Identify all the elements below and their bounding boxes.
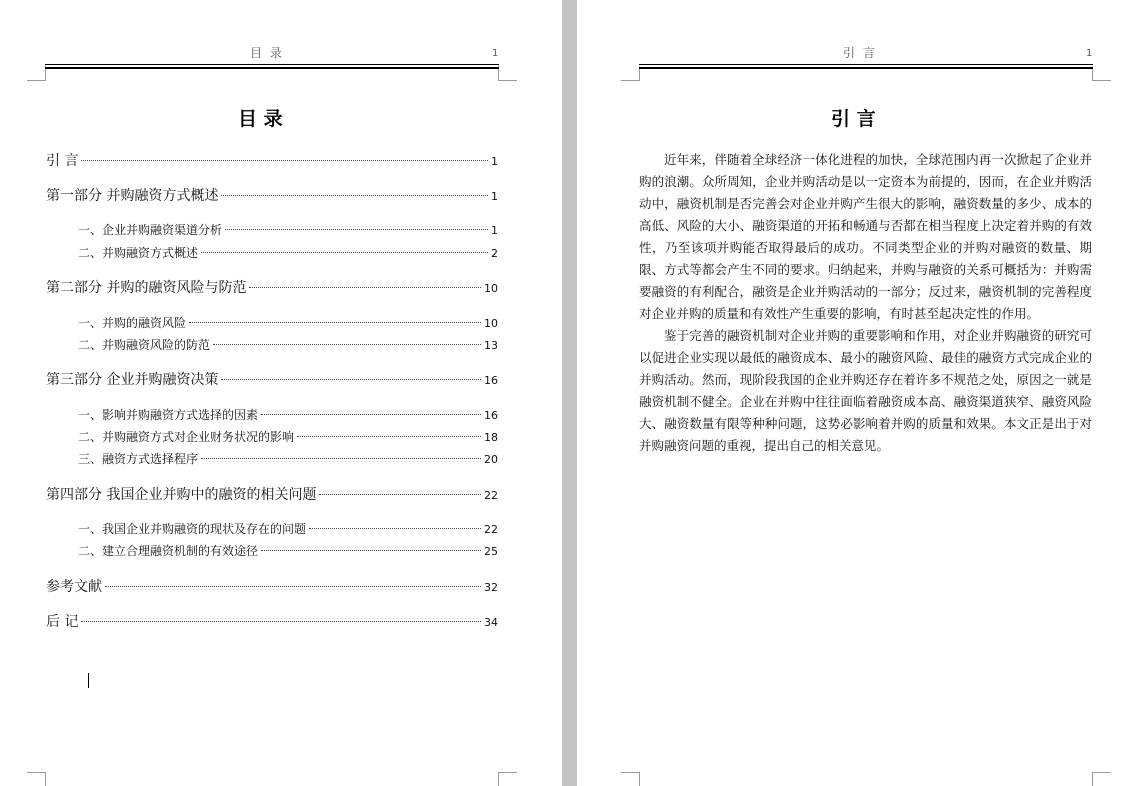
page-gap [562,0,577,786]
body-paragraph: 近年来，伴随着全球经济一体化进程的加快，全球范围内再一次掀起了企业并购的浪潮。众所周知，企业并购活动是以一定资本为前提的，因而，在企业并购活动中，融资机制是否完善会对企业并购产生很大的影响，融资数量的多少、成本的高低、风险的大小、融资渠道的开拓和畅通与否都在相当程度上决定着并购的有效性，乃至该项并购能否取得最后的成功。不同类型企业的并购对融资的数量、期限、方式等都会产生不同的要求。归纳起来，并购与融资的关系可概括为：并购需要融资的有利配合，融资是企业并购活动的一部分；反过来，融资机制的完善程度对企业并购的质量和有效性产生重要的影响，有时甚至起决定性的作用。 [639,152,1092,321]
toc-entry[interactable] [46,613,498,632]
header-page-number: 1 [1086,48,1093,59]
toc-dot-leader [201,458,481,459]
toc-entry[interactable] [46,578,498,597]
header-label: 引 言 [843,46,877,60]
text-cursor [88,673,89,688]
toc-page-number: 22 [484,523,498,536]
toc-entry-label: 第四部分 我国企业并购中的融资的相关问题 [46,487,317,503]
page-title: 目 录 [238,108,283,130]
toc-page-number: 10 [484,317,498,330]
header-rule-thick [639,67,1093,69]
toc-entry[interactable] [78,521,498,538]
toc-page-number: 13 [484,339,498,352]
toc-entry-label: 第二部分 并购的融资风险与防范 [46,280,247,296]
toc-page-number: 1 [491,190,498,203]
toc-page-number: 16 [484,409,498,422]
toc-entry-label: 二、并购融资方式对企业财务状况的影响 [78,430,295,444]
toc-page-number: 10 [484,282,498,295]
introduction-body [639,149,1092,457]
toc-dot-leader [225,229,488,230]
body-paragraph: 鉴于完善的融资机制对企业并购的重要影响和作用，对企业并购融资的研究可以促进企业实现以最低的融资成本、最小的融资风险、最佳的融资方式完成企业的并购活动。然而，现阶段我国的企业并购还存在着许多不规范之处，原因之一就是融资机制不健全。企业在并购中往往面临着融资成本高、融资渠道狭窄、融资风险大、融资数量有限等种种问题，这势必影响着并购的质量和效果。本文正是出于对并购融资问题的重视，提出自己的相关意见。 [639,328,1092,453]
toc-dot-leader [319,494,481,495]
toc-entry[interactable] [46,371,498,390]
toc-dot-leader [201,252,488,253]
toc-entry[interactable] [78,245,498,262]
toc-entry-label: 二、并购融资风险的防范 [78,338,211,352]
toc-entry[interactable] [46,152,498,171]
margin-corner-mark [1092,66,1111,81]
toc-entry-label: 一、影响并购融资方式选择的因素 [78,408,259,422]
toc-entry-label: 第三部分 企业并购融资决策 [46,372,219,388]
margin-corner-mark [498,66,517,81]
toc-dot-leader [309,528,481,529]
header-page-number: 1 [492,48,499,59]
toc-page-number: 32 [484,581,498,594]
toc-dot-leader [261,550,481,551]
toc-dot-leader [189,322,481,323]
toc-entry-label: 第一部分 并购融资方式概述 [46,188,219,204]
margin-corner-mark [1092,772,1111,786]
toc-entry-label: 一、我国企业并购融资的现状及存在的问题 [78,522,307,536]
toc-entry-label: 二、建立合理融资机制的有效途径 [78,544,259,558]
toc-entry[interactable] [46,279,498,298]
toc-dot-leader [105,586,481,587]
toc-page-number: 16 [484,374,498,387]
toc-dot-leader [213,344,481,345]
toc-entry-label: 一、企业并购融资渠道分析 [78,223,223,237]
header-rule-thin [45,64,499,65]
toc-page-number: 22 [484,489,498,502]
toc-page-number: 18 [484,431,498,444]
toc-dot-leader [261,414,481,415]
margin-corner-mark [498,772,517,786]
margin-corner-mark [621,772,640,786]
toc-entry[interactable] [46,187,498,206]
toc-entry-label: 一、并购的融资风险 [78,316,187,330]
toc-page-number: 1 [491,224,498,237]
margin-corner-mark [27,66,46,81]
toc-dot-leader [221,195,488,196]
toc-page-number: 1 [491,155,498,168]
toc-entry-label: 引 言 [46,153,79,169]
toc-entry[interactable] [78,429,498,446]
toc-page-number: 2 [491,247,498,260]
header-rule-thin [639,64,1093,65]
toc-entry[interactable] [78,407,498,424]
toc-dot-leader [81,621,481,622]
margin-corner-mark [27,772,46,786]
toc-entry-label: 后 记 [46,614,79,630]
toc-entry[interactable] [78,543,498,560]
toc-entry[interactable] [78,451,498,468]
toc-entry-label: 二、并购融资方式概述 [78,246,199,260]
header-rule-thick [45,67,499,69]
margin-corner-mark [621,66,640,81]
toc-entry-label: 参考文献 [46,579,102,595]
toc-entry[interactable] [46,486,498,505]
toc-dot-leader [81,160,488,161]
document-page-toc [0,0,562,786]
toc-entry[interactable] [78,222,498,239]
toc-entry[interactable] [78,337,498,354]
toc-dot-leader [249,287,481,288]
toc-dot-leader [297,436,481,437]
toc-dot-leader [221,379,481,380]
toc-entry[interactable] [78,315,498,332]
header-label: 目 录 [250,46,284,60]
toc-page-number: 25 [484,545,498,558]
toc-page-number: 20 [484,453,498,466]
toc-page-number: 34 [484,616,498,629]
toc-entry-label: 三、融资方式选择程序 [78,452,199,466]
page-title: 引 言 [831,108,876,130]
